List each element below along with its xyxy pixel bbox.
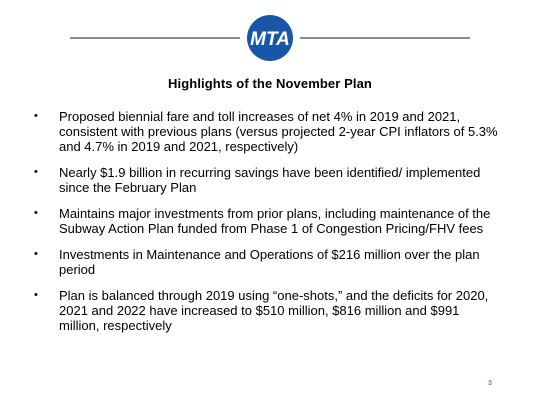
bullet-dot: • [34,207,38,219]
bullet-item [32,206,502,236]
bullet-dot: • [34,166,38,178]
bullet-dot: • [34,248,38,260]
bullet-item [32,109,502,154]
bullet-item [32,288,502,333]
bullet-text: Investments in Maintenance and Operations of $216 million over the plan period [59,247,480,277]
bullet-dot: • [34,110,38,122]
mta-logo-icon [246,14,294,62]
bullet-list [32,109,502,344]
bullet-text: Plan is balanced through 2019 using “one-shots,” and the deficits for 2020, 2021 and 2022 have increased to $510 million, $816 million and $991 million, respectively [59,288,489,333]
header-rule-left [70,37,240,39]
bullet-item [32,165,502,195]
bullet-text: Maintains major investments from prior plans, including maintenance of the Subway Action Plan funded from Phase 1 of Congestion Pricing/FHV fees [59,206,491,236]
bullet-text: Proposed biennial fare and toll increases of net 4% in 2019 and 2021, consistent with previous plans (versus projected 2-year CPI inflators of 5.3% and 4.7% in 2019 and 2021, respectively) [59,109,498,154]
bullet-dot: • [34,289,38,301]
page-number: 3 [488,380,492,387]
logo-text: MTA [250,29,290,50]
header-rule-right [300,37,470,39]
bullet-text: Nearly $1.9 billion in recurring savings have been identified/ implemented since the February Plan [59,165,481,195]
slide-title: Highlights of the November Plan [168,76,372,91]
bullet-item [32,247,502,277]
